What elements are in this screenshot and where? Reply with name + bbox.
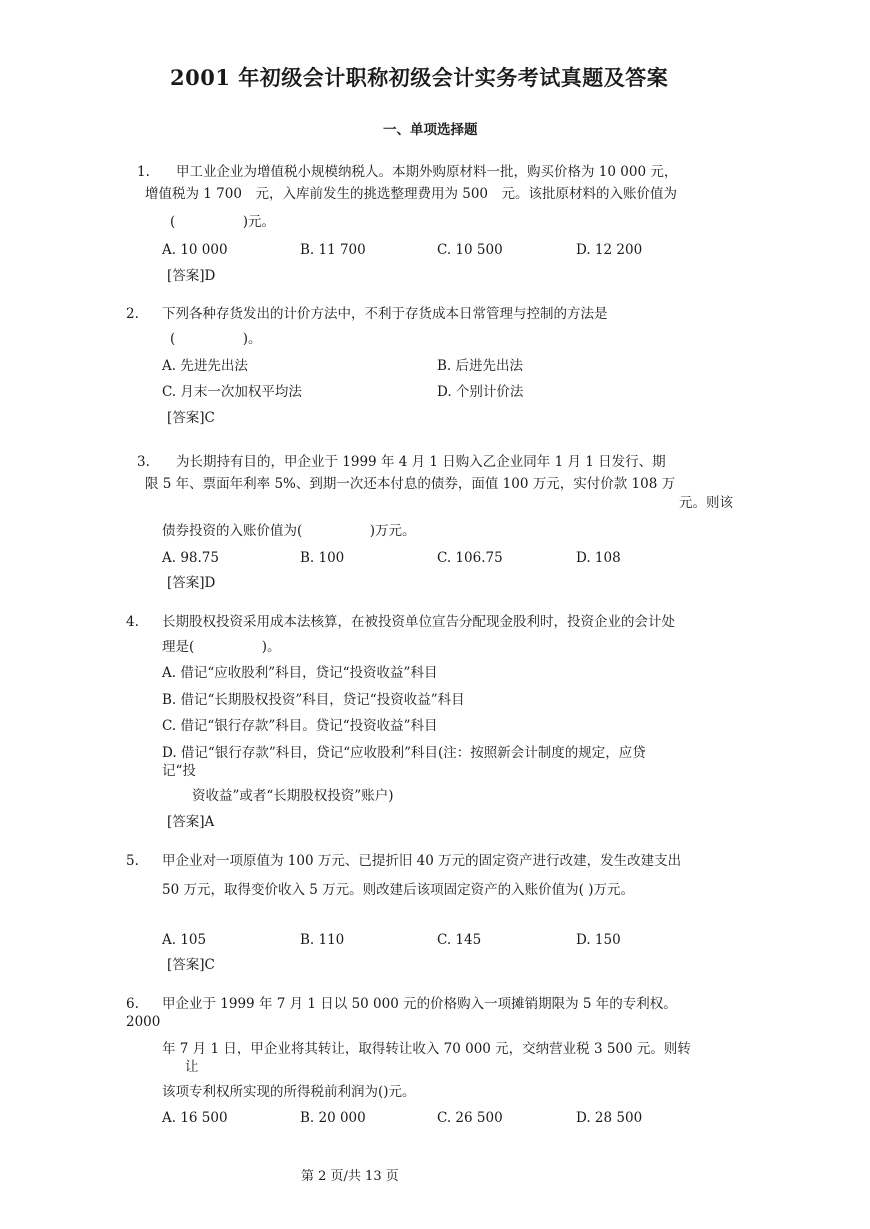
question-number: 6.: [126, 996, 139, 1012]
question-text: 年 7 月 1 日，甲企业将其转让，取得转让收入 70 000 元，交纳营业税 3 500 元。则转: [162, 1041, 691, 1057]
option-b: B. 20 000: [300, 1110, 366, 1126]
option-a: A. 先进先出法: [162, 358, 248, 374]
question-text: 甲工业企业为增值税小规模纳税人。本期外购原材料一批，购买价格为 10 000 元，: [176, 164, 678, 180]
option-d: D. 150: [576, 932, 621, 948]
option-c: C. 借记“银行存款”科目。贷记“投资收益”科目: [162, 718, 438, 734]
option-a: A. 98.75: [162, 550, 219, 566]
question-text: 让: [185, 1059, 199, 1075]
question-text: 限 5 年、票面年利率 5%、到期一次还本付息的债券，面值 100 万元，实付价款 108 万: [145, 476, 676, 492]
question-text: 元。则该: [679, 495, 733, 511]
option-b: B. 110: [300, 932, 345, 948]
option-d-continued: 记“投: [162, 763, 196, 779]
option-c: C. 26 500: [437, 1110, 503, 1126]
question-text: 增值税为 1 700 元，入库前发生的挑选整理费用为 500 元。该批原材料的入账价值为: [145, 186, 677, 202]
answer: [答案]D: [167, 268, 216, 284]
option-c: C. 145: [437, 932, 482, 948]
option-a: A. 借记“应收股利”科目，贷记“投资收益”科目: [162, 665, 438, 681]
question-number: 5.: [126, 853, 139, 869]
document-title: 2001 年初级会计职称初级会计实务考试真题及答案: [170, 65, 669, 90]
option-b: B. 借记“长期股权投资”科目，贷记“投资收益”科目: [162, 692, 465, 708]
option-d-continued: 资收益”或者“长期股权投资”账户): [192, 788, 394, 804]
option-c: C. 10 500: [437, 242, 503, 258]
option-d: D. 借记“银行存款”科目，贷记“应收股利”科目(注：按照新会计制度的规定，应贷: [162, 745, 646, 761]
option-b: B. 100: [300, 550, 345, 566]
option-d: D. 28 500: [576, 1110, 643, 1126]
option-b: B. 11 700: [300, 242, 366, 258]
option-d: D. 个别计价法: [437, 384, 524, 400]
question-number: 3.: [137, 454, 150, 470]
question-text: 为长期持有目的，甲企业于 1999 年 4 月 1 日购入乙企业同年 1 月 1 日发行、期: [176, 454, 666, 470]
option-a: A. 10 000: [162, 242, 228, 258]
question-text: 长期股权投资采用成本法核算，在被投资单位宣告分配现金股利时，投资企业的会计处: [162, 614, 675, 630]
answer: [答案]D: [167, 575, 216, 591]
option-a: A. 105: [162, 932, 207, 948]
question-number: 4.: [126, 614, 139, 630]
option-b: B. 后进先出法: [437, 358, 524, 374]
page-footer: 第 2 页/共 13 页: [301, 1169, 399, 1184]
question-text: 理是( )。: [162, 639, 281, 655]
question-text: ( )元。: [170, 214, 276, 230]
question-text: 2000: [126, 1014, 161, 1030]
option-d: D. 12 200: [576, 242, 643, 258]
question-text: 甲企业对一项原值为 100 万元、已提折旧 40 万元的固定资产进行改建，发生改建支出: [162, 853, 682, 869]
question-text: 下列各种存货发出的计价方法中，不利于存货成本日常管理与控制的方法是: [162, 306, 608, 322]
question-text: 债券投资的入账价值为( )万元。: [162, 523, 416, 539]
answer: [答案]C: [167, 410, 215, 426]
answer: [答案]C: [167, 957, 215, 973]
option-a: A. 16 500: [162, 1110, 228, 1126]
question-number: 1.: [137, 164, 150, 180]
question-text: 甲企业于 1999 年 7 月 1 日以 50 000 元的价格购入一项摊销期限为 5 年的专利权。: [162, 996, 677, 1012]
section-heading: 一、单项选择题: [383, 122, 478, 138]
option-c: C. 月末一次加权平均法: [162, 384, 302, 400]
question-text: 该项专利权所实现的所得税前利润为()元。: [162, 1084, 416, 1100]
option-d: D. 108: [576, 550, 621, 566]
question-text: 50 万元，取得变价收入 5 万元。则改建后该项固定资产的入账价值为( )万元。: [162, 882, 634, 898]
answer: [答案]A: [167, 814, 215, 830]
question-text: ( )。: [170, 331, 262, 347]
option-c: C. 106.75: [437, 550, 503, 566]
question-number: 2.: [126, 306, 139, 322]
